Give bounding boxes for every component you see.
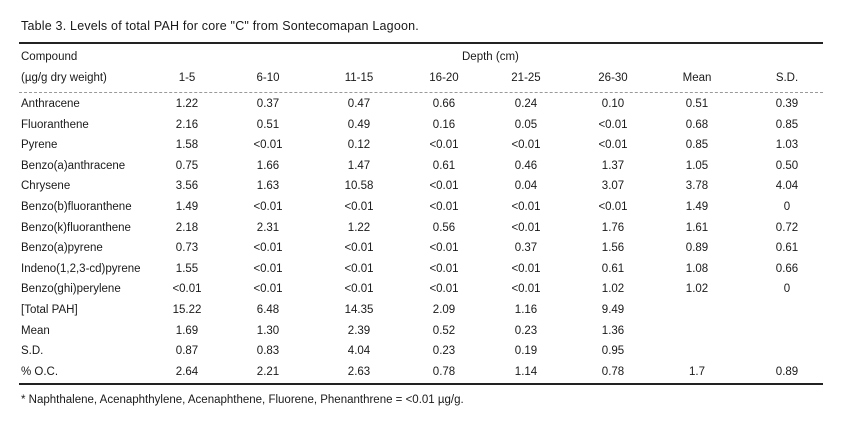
- compound-name: Indeno(1,2,3-cd)pyrene: [21, 262, 141, 275]
- column-header: 26-30: [598, 72, 628, 84]
- table-cell: 0.37: [514, 242, 538, 255]
- table-cell: <0.01: [172, 283, 202, 296]
- table-cell: 0.72: [775, 221, 799, 234]
- table-cell: 1.49: [685, 201, 709, 213]
- table-cell: 1.08: [685, 262, 709, 275]
- column-header: Mean: [682, 72, 712, 84]
- column-header: S.D.: [775, 72, 799, 84]
- table-caption: Table 3. Levels of total PAH for core "C" from Sontecomapan Lagoon.: [21, 19, 419, 33]
- table-cell: 0.19: [514, 345, 538, 358]
- table-cell: 6.48: [256, 304, 280, 316]
- table-cell: 0.49: [347, 118, 371, 131]
- compound-name: Chrysene: [21, 180, 71, 193]
- table-cell: 0.12: [347, 139, 371, 152]
- column-header: 11-15: [344, 72, 374, 84]
- table-cell: 1.58: [175, 139, 199, 152]
- table-cell: 14.35: [344, 304, 374, 316]
- table-cell: 0.24: [514, 98, 538, 110]
- table-cell: <0.01: [429, 262, 459, 275]
- table-cell: 1.61: [685, 221, 709, 234]
- table-cell: 0.51: [685, 98, 709, 110]
- table-cell: 3.56: [175, 180, 199, 193]
- table-cell: <0.01: [429, 242, 459, 255]
- compound-name: Benzo(ghi)perylene: [21, 283, 121, 296]
- table-cell: 0.73: [175, 242, 199, 255]
- table-cell: 0.85: [685, 139, 709, 152]
- compound-name: Pyrene: [21, 139, 58, 152]
- table-cell: 10.58: [344, 180, 374, 193]
- table-cell: <0.01: [344, 283, 374, 296]
- table-cell: 1.49: [175, 201, 199, 213]
- table-cell: 1.16: [514, 304, 538, 316]
- column-header: 6-10: [256, 72, 280, 84]
- table-cell: <0.01: [511, 139, 541, 152]
- table-cell: 2.31: [256, 221, 280, 234]
- table-cell: 3.78: [685, 180, 709, 193]
- compound-name: Benzo(k)fluoranthene: [21, 221, 131, 234]
- column-header: 21-25: [511, 72, 541, 84]
- table-cell: <0.01: [253, 262, 283, 275]
- table-cell: 4.04: [347, 345, 371, 358]
- table-cell: 0.46: [514, 159, 538, 172]
- table-cell: 0.78: [601, 365, 625, 378]
- table-cell: <0.01: [429, 201, 459, 213]
- compound-name: % O.C.: [21, 365, 59, 378]
- table-cell: 1.14: [514, 365, 538, 378]
- table-cell: 1.47: [347, 159, 371, 172]
- table-cell: 1.22: [347, 221, 371, 234]
- table-cell: 2.39: [347, 324, 371, 337]
- table-cell: 2.21: [256, 365, 280, 378]
- table-cell: 1.66: [256, 159, 280, 172]
- table-cell: 1.02: [685, 283, 709, 296]
- footnote: * Naphthalene, Acenaphthylene, Acenaphthene, Fluorene, Phenanthrene = <0.01 µg/g.: [21, 394, 464, 406]
- table-cell: 0.37: [256, 98, 280, 110]
- table-cell: <0.01: [344, 201, 374, 213]
- table-cell: <0.01: [511, 283, 541, 296]
- table-cell: 0: [783, 201, 791, 213]
- table-cell: 0.61: [775, 242, 799, 255]
- table-cell: 1.37: [601, 159, 625, 172]
- table-cell: <0.01: [253, 201, 283, 213]
- table-cell: <0.01: [253, 283, 283, 296]
- table-cell: 0.61: [601, 262, 625, 275]
- column-header: 1-5: [178, 72, 196, 84]
- table-cell: 0.16: [432, 118, 456, 131]
- table-cell: 2.16: [175, 118, 199, 131]
- table-cell: 0.47: [347, 98, 371, 110]
- table-cell: <0.01: [429, 180, 459, 193]
- table-cell: 0.56: [432, 221, 456, 234]
- table-cell: 0.83: [256, 345, 280, 358]
- table-cell: 0.04: [514, 180, 538, 193]
- table-cell: 1.7: [689, 365, 705, 378]
- table-cell: 2.64: [175, 365, 199, 378]
- unit-header: (µg/g dry weight): [21, 72, 107, 84]
- table-cell: <0.01: [429, 283, 459, 296]
- table-cell: 0.51: [256, 118, 280, 131]
- compound-name: Benzo(a)pyrene: [21, 242, 103, 255]
- table-cell: 1.36: [601, 324, 625, 337]
- table-cell: 0.85: [775, 118, 799, 131]
- table-cell: 0.39: [775, 98, 799, 110]
- compound-name: S.D.: [21, 345, 44, 358]
- table-cell: 1.76: [601, 221, 625, 234]
- table-cell: 0.66: [432, 98, 456, 110]
- table-cell: <0.01: [429, 139, 459, 152]
- compound-name: Benzo(a)anthracene: [21, 159, 126, 172]
- column-header: 16-20: [429, 72, 459, 84]
- table-cell: 0.75: [175, 159, 199, 172]
- table-cell: 0.66: [775, 262, 799, 275]
- table-cell: 1.03: [775, 139, 799, 152]
- table-cell: 0.05: [514, 118, 538, 131]
- table-cell: <0.01: [511, 262, 541, 275]
- header-divider: [19, 92, 823, 93]
- table-cell: <0.01: [598, 118, 628, 131]
- compound-name: Fluoranthene: [21, 118, 89, 131]
- table-cell: <0.01: [344, 262, 374, 275]
- table-cell: 0.52: [432, 324, 456, 337]
- table-cell: <0.01: [253, 242, 283, 255]
- table-cell: 1.05: [685, 159, 709, 172]
- table-cell: 0.23: [432, 345, 456, 358]
- depth-header: Depth (cm): [462, 51, 519, 63]
- table-cell: <0.01: [253, 139, 283, 152]
- table-cell: 0.95: [601, 345, 625, 358]
- table-cell: <0.01: [511, 201, 541, 213]
- compound-name: Benzo(b)fluoranthene: [21, 201, 132, 213]
- table-cell: 1.63: [256, 180, 280, 193]
- table-cell: 1.22: [175, 98, 199, 110]
- table-cell: 1.69: [175, 324, 199, 337]
- compound-header: Compound: [21, 51, 78, 63]
- table-cell: <0.01: [598, 139, 628, 152]
- table-cell: <0.01: [344, 242, 374, 255]
- table-cell: 0.68: [685, 118, 709, 131]
- table-cell: 15.22: [172, 304, 202, 316]
- table-cell: 4.04: [775, 180, 799, 193]
- table-cell: <0.01: [598, 201, 628, 213]
- table-cell: 1.55: [175, 262, 199, 275]
- table-cell: 1.30: [256, 324, 280, 337]
- table-cell: 0.61: [432, 159, 456, 172]
- table-cell: 0.89: [685, 242, 709, 255]
- compound-name: Anthracene: [21, 98, 80, 110]
- table-cell: 9.49: [601, 304, 625, 316]
- table-cell: 0.10: [601, 98, 625, 110]
- table-cell: 2.18: [175, 221, 199, 234]
- top-rule: [19, 42, 823, 44]
- table-cell: 0.87: [175, 345, 199, 358]
- table-cell: 0.50: [775, 159, 799, 172]
- compound-name: [Total PAH]: [21, 304, 78, 316]
- table-cell: <0.01: [511, 221, 541, 234]
- table-cell: 0.78: [432, 365, 456, 378]
- table-cell: 1.56: [601, 242, 625, 255]
- compound-name: Mean: [21, 324, 50, 337]
- table-cell: 0.23: [514, 324, 538, 337]
- table-cell: 2.09: [432, 304, 456, 316]
- table-cell: 2.63: [347, 365, 371, 378]
- table-cell: 3.07: [601, 180, 625, 193]
- table-cell: 0.89: [775, 365, 799, 378]
- table-cell: 1.02: [601, 283, 625, 296]
- table-cell: 0: [783, 283, 791, 296]
- bottom-rule: [19, 383, 823, 385]
